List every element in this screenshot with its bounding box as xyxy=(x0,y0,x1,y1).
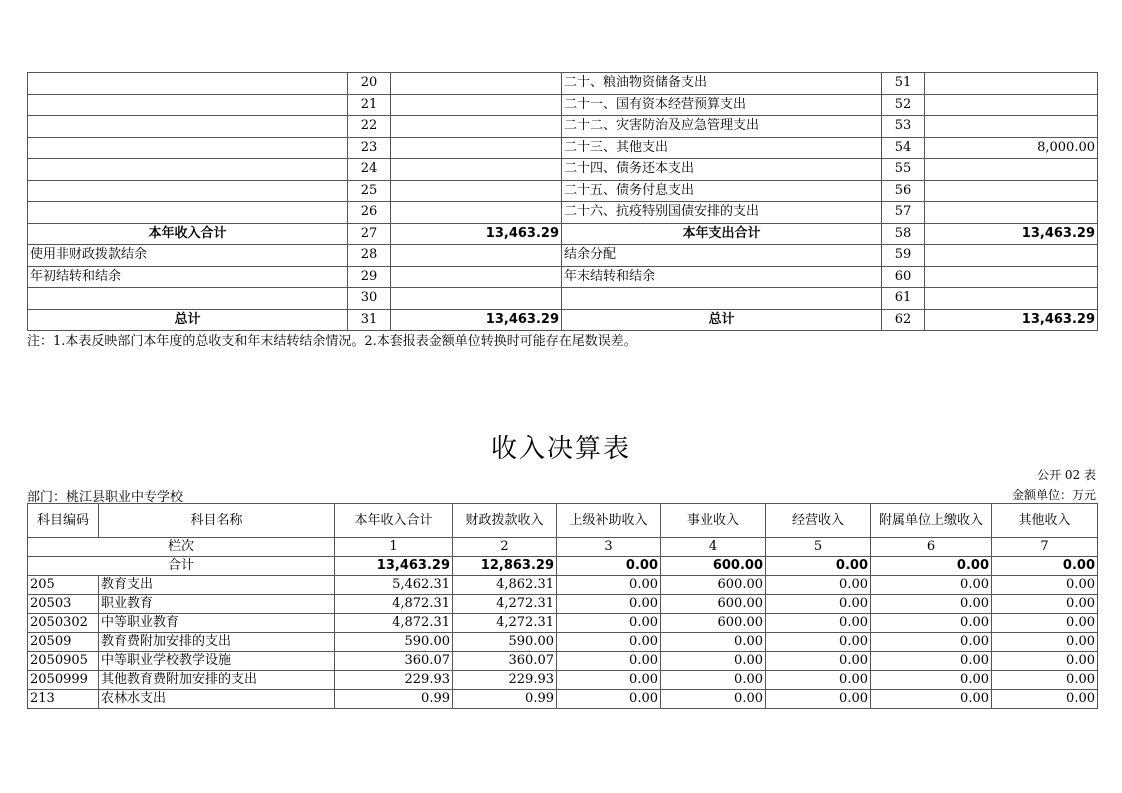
table-row xyxy=(28,595,1098,614)
expense-amount xyxy=(925,180,1098,202)
table-row xyxy=(28,690,1098,709)
table-row xyxy=(28,671,1098,690)
summary-row xyxy=(28,266,1098,288)
column-index-row xyxy=(28,538,1098,557)
expense-line-number: 59 xyxy=(882,245,925,267)
header-code: 科目编码 xyxy=(28,504,99,538)
column-index-label: 栏次 xyxy=(28,538,335,557)
expense-line-number: 58 xyxy=(882,223,925,245)
amount-cell: 590.00 xyxy=(335,633,453,652)
expense-amount xyxy=(925,288,1098,310)
column-number: 4 xyxy=(661,538,766,557)
expense-item-label: 二十、粮油物资储备支出 xyxy=(562,73,882,95)
subject-name: 中等职业学校教学设施 xyxy=(99,652,335,671)
amount-cell: 0.00 xyxy=(557,671,661,690)
income-line-number: 27 xyxy=(348,223,391,245)
income-amount xyxy=(391,94,562,116)
amount-cell: 0.00 xyxy=(992,652,1098,671)
header-total: 本年收入合计 xyxy=(335,504,453,538)
summary-row xyxy=(28,180,1098,202)
income-amount xyxy=(391,202,562,224)
income-line-number: 22 xyxy=(348,116,391,138)
expense-item-label: 本年支出合计 xyxy=(562,223,882,245)
summary-row xyxy=(28,73,1098,95)
table-row xyxy=(28,633,1098,652)
subject-code: 213 xyxy=(28,690,99,709)
income-line-number: 23 xyxy=(348,137,391,159)
table-row xyxy=(28,614,1098,633)
income-line-number: 30 xyxy=(348,288,391,310)
income-amount xyxy=(391,266,562,288)
income-line-number: 21 xyxy=(348,94,391,116)
income-amount xyxy=(391,245,562,267)
header-superior: 上级补助收入 xyxy=(557,504,661,538)
header-row xyxy=(28,504,1098,538)
expense-item-label xyxy=(562,288,882,310)
subject-code: 20503 xyxy=(28,595,99,614)
header-operating: 经营收入 xyxy=(766,504,871,538)
expense-amount xyxy=(925,94,1098,116)
amount-cell: 5,462.31 xyxy=(335,576,453,595)
column-number: 3 xyxy=(557,538,661,557)
header-fiscal: 财政拨款收入 xyxy=(453,504,557,538)
income-item-label xyxy=(28,73,348,95)
expense-item-label: 年末结转和结余 xyxy=(562,266,882,288)
amount-cell: 4,272.31 xyxy=(453,614,557,633)
column-number: 7 xyxy=(992,538,1098,557)
summary-row xyxy=(28,288,1098,310)
amount-cell: 229.93 xyxy=(335,671,453,690)
amount-cell: 4,272.31 xyxy=(453,595,557,614)
amount-cell: 0.00 xyxy=(992,671,1098,690)
amount-cell: 0.00 xyxy=(992,690,1098,709)
amount-cell: 0.00 xyxy=(557,576,661,595)
amount-cell: 0.00 xyxy=(557,652,661,671)
income-line-number: 29 xyxy=(348,266,391,288)
total-value: 12,863.29 xyxy=(453,557,557,576)
income-amount xyxy=(391,73,562,95)
total-value: 13,463.29 xyxy=(335,557,453,576)
total-value: 0.00 xyxy=(992,557,1098,576)
subject-name: 其他教育费附加安排的支出 xyxy=(99,671,335,690)
amount-cell: 0.00 xyxy=(871,576,992,595)
expense-item-label: 二十三、其他支出 xyxy=(562,137,882,159)
income-item-label: 本年收入合计 xyxy=(28,223,348,245)
income-item-label xyxy=(28,159,348,181)
expense-item-label: 总计 xyxy=(562,309,882,331)
amount-cell: 0.99 xyxy=(453,690,557,709)
column-number: 2 xyxy=(453,538,557,557)
income-amount xyxy=(391,288,562,310)
amount-cell: 4,872.31 xyxy=(335,595,453,614)
amount-cell: 0.00 xyxy=(661,633,766,652)
income-item-label xyxy=(28,180,348,202)
expense-item-label: 二十一、国有资本经营预算支出 xyxy=(562,94,882,116)
department-label: 部门：桃江县职业中专学校 xyxy=(27,490,184,505)
amount-cell: 0.00 xyxy=(992,595,1098,614)
amount-cell: 0.99 xyxy=(335,690,453,709)
income-line-number: 31 xyxy=(348,309,391,331)
expense-item-label: 二十四、债务还本支出 xyxy=(562,159,882,181)
amount-cell: 0.00 xyxy=(871,633,992,652)
amount-cell: 0.00 xyxy=(557,595,661,614)
summary-row xyxy=(28,94,1098,116)
amount-cell: 600.00 xyxy=(661,576,766,595)
form-number: 公开 02 表 xyxy=(1037,468,1096,482)
total-label: 合计 xyxy=(28,557,335,576)
summary-row xyxy=(28,202,1098,224)
amount-cell: 360.07 xyxy=(335,652,453,671)
column-number: 5 xyxy=(766,538,871,557)
income-line-number: 24 xyxy=(348,159,391,181)
expense-amount xyxy=(925,202,1098,224)
income-item-label xyxy=(28,202,348,224)
summary-note: 注：1.本表反映部门本年度的总收支和年末结转结余情况。2.本套报表金额单位转换时可能存在尾数误差。 xyxy=(27,334,637,349)
expense-line-number: 61 xyxy=(882,288,925,310)
amount-cell: 0.00 xyxy=(871,595,992,614)
income-amount xyxy=(391,116,562,138)
expense-amount: 13,463.29 xyxy=(925,223,1098,245)
amount-cell: 0.00 xyxy=(661,690,766,709)
amount-cell: 0.00 xyxy=(557,633,661,652)
amount-cell: 229.93 xyxy=(453,671,557,690)
expense-line-number: 60 xyxy=(882,266,925,288)
income-amount xyxy=(391,137,562,159)
income-line-number: 26 xyxy=(348,202,391,224)
expense-item-label: 结余分配 xyxy=(562,245,882,267)
subject-code: 2050302 xyxy=(28,614,99,633)
expense-amount xyxy=(925,159,1098,181)
amount-cell: 0.00 xyxy=(661,671,766,690)
amount-cell: 0.00 xyxy=(992,576,1098,595)
amount-cell: 4,872.31 xyxy=(335,614,453,633)
income-item-label: 总计 xyxy=(28,309,348,331)
amount-cell: 0.00 xyxy=(766,652,871,671)
table-row xyxy=(28,576,1098,595)
income-item-label xyxy=(28,288,348,310)
total-value: 0.00 xyxy=(871,557,992,576)
summary-row xyxy=(28,137,1098,159)
header-name: 科目名称 xyxy=(99,504,335,538)
total-value: 0.00 xyxy=(557,557,661,576)
header-business: 事业收入 xyxy=(661,504,766,538)
income-line-number: 28 xyxy=(348,245,391,267)
page-title: 收入决算表 xyxy=(490,434,631,464)
expense-line-number: 56 xyxy=(882,180,925,202)
expense-item-label: 二十五、债务付息支出 xyxy=(562,180,882,202)
total-row xyxy=(28,557,1098,576)
total-value: 0.00 xyxy=(766,557,871,576)
expense-item-label: 二十六、抗疫特别国债安排的支出 xyxy=(562,202,882,224)
expense-line-number: 54 xyxy=(882,137,925,159)
income-table xyxy=(27,503,1098,709)
income-amount: 13,463.29 xyxy=(391,223,562,245)
expense-amount xyxy=(925,116,1098,138)
amount-cell: 0.00 xyxy=(766,633,871,652)
income-line-number: 25 xyxy=(348,180,391,202)
header-affiliated: 附属单位上缴收入 xyxy=(871,504,992,538)
amount-cell: 360.07 xyxy=(453,652,557,671)
subject-name: 教育支出 xyxy=(99,576,335,595)
subject-code: 2050999 xyxy=(28,671,99,690)
income-amount xyxy=(391,180,562,202)
total-value: 600.00 xyxy=(661,557,766,576)
column-number: 1 xyxy=(335,538,453,557)
summary-table xyxy=(27,72,1098,331)
summary-row xyxy=(28,245,1098,267)
amount-cell: 0.00 xyxy=(766,690,871,709)
subject-code: 2050905 xyxy=(28,652,99,671)
amount-cell: 0.00 xyxy=(557,614,661,633)
amount-cell: 0.00 xyxy=(766,576,871,595)
amount-cell: 0.00 xyxy=(992,614,1098,633)
amount-cell: 0.00 xyxy=(766,671,871,690)
amount-cell: 0.00 xyxy=(992,633,1098,652)
amount-cell: 4,862.31 xyxy=(453,576,557,595)
expense-line-number: 52 xyxy=(882,94,925,116)
expense-line-number: 51 xyxy=(882,73,925,95)
column-number: 6 xyxy=(871,538,992,557)
expense-line-number: 62 xyxy=(882,309,925,331)
income-item-label: 使用非财政拨款结余 xyxy=(28,245,348,267)
summary-row xyxy=(28,223,1098,245)
expense-line-number: 55 xyxy=(882,159,925,181)
amount-cell: 0.00 xyxy=(766,595,871,614)
income-item-label: 年初结转和结余 xyxy=(28,266,348,288)
income-item-label xyxy=(28,94,348,116)
amount-cell: 0.00 xyxy=(871,671,992,690)
subject-name: 农林水支出 xyxy=(99,690,335,709)
income-item-label xyxy=(28,116,348,138)
expense-amount: 13,463.29 xyxy=(925,309,1098,331)
unit-label: 金额单位：万元 xyxy=(1011,488,1096,502)
amount-cell: 590.00 xyxy=(453,633,557,652)
expense-line-number: 53 xyxy=(882,116,925,138)
income-amount: 13,463.29 xyxy=(391,309,562,331)
amount-cell: 0.00 xyxy=(871,652,992,671)
expense-item-label: 二十二、灾害防治及应急管理支出 xyxy=(562,116,882,138)
expense-amount xyxy=(925,73,1098,95)
amount-cell: 0.00 xyxy=(871,614,992,633)
subject-code: 205 xyxy=(28,576,99,595)
amount-cell: 0.00 xyxy=(871,690,992,709)
subject-name: 中等职业教育 xyxy=(99,614,335,633)
expense-line-number: 57 xyxy=(882,202,925,224)
amount-cell: 0.00 xyxy=(557,690,661,709)
amount-cell: 0.00 xyxy=(661,652,766,671)
subject-name: 职业教育 xyxy=(99,595,335,614)
amount-cell: 600.00 xyxy=(661,614,766,633)
table-row xyxy=(28,652,1098,671)
income-line-number: 20 xyxy=(348,73,391,95)
expense-amount: 8,000.00 xyxy=(925,137,1098,159)
summary-row xyxy=(28,159,1098,181)
subject-code: 20509 xyxy=(28,633,99,652)
summary-row xyxy=(28,116,1098,138)
amount-cell: 600.00 xyxy=(661,595,766,614)
amount-cell: 0.00 xyxy=(766,614,871,633)
expense-amount xyxy=(925,245,1098,267)
header-other: 其他收入 xyxy=(992,504,1098,538)
income-amount xyxy=(391,159,562,181)
summary-row xyxy=(28,309,1098,331)
expense-amount xyxy=(925,266,1098,288)
subject-name: 教育费附加安排的支出 xyxy=(99,633,335,652)
income-item-label xyxy=(28,137,348,159)
